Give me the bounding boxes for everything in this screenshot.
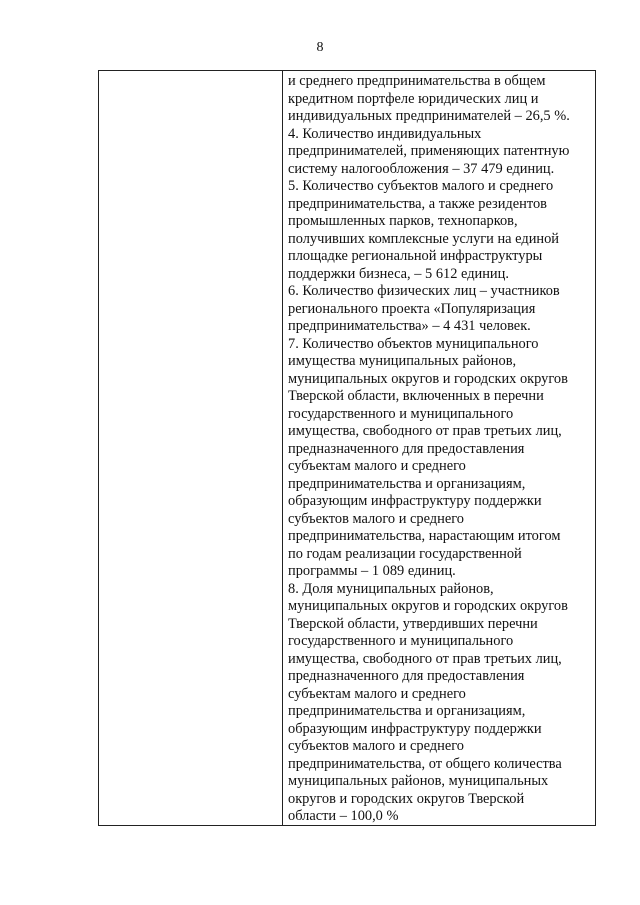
text-line: муниципальных районов, муниципальных [288,773,549,789]
text-line: предпринимательства и организациям, [288,703,526,719]
document-table [98,70,596,826]
text-line: площадке региональной инфраструктуры [288,248,543,264]
table-right-cell [288,73,593,823]
text-line: индивидуальных предпринимателей – 26,5 %. [288,108,570,124]
text-line: образующим инфраструктуру поддержки [288,493,542,509]
text-line: предназначенного для предоставления [288,440,525,457]
text-line: имущества муниципальных районов, [288,353,517,369]
text-line: предпринимательства и организациям, [288,475,526,492]
text-line: предпринимательства, а также резидентов [288,195,547,212]
text-line: предпринимателей, применяющих патентную [288,143,570,159]
text-line: программы – 1 089 единиц. [288,563,456,579]
text-line: субъектов малого и среднего [288,738,464,754]
text-line: муниципальных округов и городских округов [288,370,568,387]
text-line: 7. Количество объектов муниципального [288,335,539,352]
text-line: 8. Доля муниципальных районов, [288,580,494,597]
text-line: по годам реализации государственной [288,545,522,562]
text-line: кредитном портфеле юридических лиц и [288,90,539,107]
text-line: предпринимательства» – 4 431 человек. [288,318,531,334]
text-line: поддержки бизнеса, – 5 612 единиц. [288,265,509,282]
text-line: предпринимательства, нарастающим итогом [288,528,561,544]
text-line: субъектам малого и среднего [288,458,466,474]
text-line: имущества, свободного от прав третьих лиц, [288,423,562,439]
text-line: промышленных парков, технопарков, [288,213,518,229]
table-left-cell [99,71,283,825]
text-line: Тверской области, утвердивших перечни [288,615,538,632]
page-number: 8 [316,40,324,55]
text-line: и среднего предпринимательства в общем [288,73,546,89]
text-line: субъектов малого и среднего [288,510,464,527]
text-line: муниципальных округов и городских округов [288,598,568,614]
text-line: государственного и муниципального [288,405,514,422]
text-line: области – 100,0 % [288,808,399,823]
text-line: 4. Количество индивидуальных [288,125,482,142]
text-line: округов и городских округов Тверской [288,790,525,807]
text-line: систему налогообложения – 37 479 единиц. [288,160,555,177]
text-line: предпринимательства, от общего количества [288,755,562,772]
text-line: 5. Количество субъектов малого и среднего [288,178,554,194]
text-line: Тверской области, включенных в перечни [288,388,544,404]
text-line: регионального проекта «Популяризация [288,300,536,317]
text-line: образующим инфраструктуру поддержки [288,720,542,737]
text-line: государственного и муниципального [288,633,514,649]
text-line: субъектам малого и среднего [288,685,466,702]
text-line: получивших комплексные услуги на единой [288,230,559,247]
text-line: 6. Количество физических лиц – участников [288,283,560,299]
text-line: имущества, свободного от прав третьих лиц, [288,650,562,667]
text-line: предназначенного для предоставления [288,668,525,684]
